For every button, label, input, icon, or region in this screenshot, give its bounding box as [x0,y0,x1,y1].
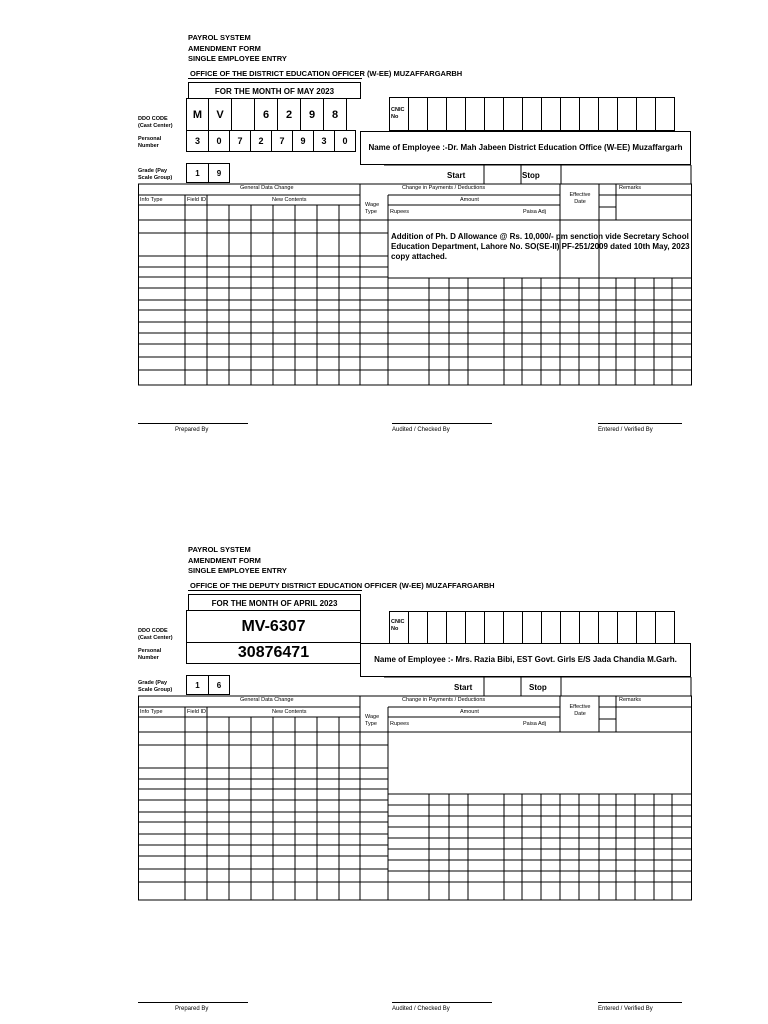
verified-by-line [598,1002,682,1003]
grade-digit[interactable]: 1 [186,675,209,695]
grade-digit[interactable]: 6 [208,675,230,695]
ddo-char[interactable]: 9 [300,98,324,131]
verified-by-label: Entered / Verified By [598,1006,653,1012]
cnic-cell[interactable] [617,97,637,131]
audited-by-label: Audited / Checked By [392,1006,450,1012]
amount-header: Amount [460,709,479,715]
cnic-cell[interactable] [655,611,675,644]
cnic-cell[interactable] [408,97,428,131]
personal-digit[interactable]: 0 [208,130,230,152]
ddo-char[interactable] [231,98,255,131]
wage-type-header: Wage Type [365,202,380,215]
prepared-by-line [138,423,248,424]
cnic-cell[interactable] [389,611,409,644]
field-id-header: Field ID [187,197,206,203]
ddo-char[interactable]: 6 [254,98,278,131]
general-data-change-header: General Data Change [240,697,294,703]
new-contents-header: New Contents [272,197,307,203]
ddo-char[interactable]: 2 [277,98,301,131]
info-type-header: Info Type [140,197,163,203]
personal-digit[interactable]: 9 [292,130,314,152]
cnic-cell[interactable] [617,611,637,644]
ddo-char[interactable]: V [208,98,232,131]
verified-by-line [598,423,682,424]
verified-by-label: Entered / Verified By [598,427,653,433]
change-payments-header: Change in Payments / Deductions [402,185,486,191]
month-title: FOR THE MONTH OF APRIL 2023 [188,594,361,611]
cnic-cell[interactable] [446,97,466,131]
cnic-cell[interactable] [427,611,447,644]
cnic-cells[interactable] [389,611,675,644]
prepared-by-line [138,1002,248,1003]
cnic-cell[interactable] [427,97,447,131]
amendment-form-may [0,0,768,500]
rupees-header: Rupees [390,721,409,727]
personal-number-cells[interactable] [186,130,356,152]
ddo-code-label: DDO CODE (Cast Center) [138,116,173,129]
paisa-adj-header: Paisa Adj [523,721,546,727]
general-data-change-header: General Data Change [240,185,294,191]
cnic-cell[interactable] [560,97,580,131]
grade-label: Grade (Pay Scale Group) [138,168,173,181]
ddo-char[interactable]: 8 [323,98,347,131]
entry-grid-lines [138,164,693,394]
cnic-cell[interactable] [446,611,466,644]
cnic-cell[interactable] [579,97,599,131]
start-label: Start [447,171,466,180]
cnic-cell[interactable] [484,611,504,644]
cnic-cell[interactable] [560,611,580,644]
audited-by-line [392,1002,492,1003]
rupees-header: Rupees [390,209,409,215]
audited-by-line [392,423,492,424]
cnic-label: CNIC No [391,619,405,632]
cnic-cell[interactable] [408,611,428,644]
grade-digit[interactable]: 1 [186,163,209,183]
month-title: FOR THE MONTH OF MAY 2023 [188,82,361,99]
grade-label: Grade (Pay Scale Group) [138,680,173,693]
cnic-cell[interactable] [541,611,561,644]
cnic-cell[interactable] [655,97,675,131]
field-id-header: Field ID [187,709,206,715]
personal-digit[interactable]: 0 [334,130,356,152]
cnic-cell[interactable] [484,97,504,131]
cnic-cell[interactable] [503,611,523,644]
entry-grid-lines [138,676,693,906]
personal-number-value[interactable]: 30876471 [186,642,361,664]
personal-digit[interactable]: 7 [229,130,251,152]
info-type-header: Info Type [140,709,163,715]
audited-by-label: Audited / Checked By [392,427,450,433]
ddo-char[interactable]: M [186,98,209,131]
cnic-label: CNIC No [391,107,405,120]
cnic-cell[interactable] [636,97,656,131]
header-title: PAYROL SYSTEM AMENDMENT FORM SINGLE EMPLOYEE ENTRY [188,33,287,63]
start-label: Start [454,683,473,692]
cnic-cell[interactable] [541,97,561,131]
stop-label: Stop [529,683,547,692]
ddo-code-cells[interactable] [186,98,347,131]
cnic-cell[interactable] [522,611,542,644]
stop-label: Stop [522,171,540,180]
amendment-form-april [0,512,768,1012]
header-title: PAYROL SYSTEM AMENDMENT FORM SINGLE EMPLOYEE ENTRY [188,545,287,575]
cnic-cell[interactable] [503,97,523,131]
paisa-adj-header: Paisa Adj [523,209,546,215]
personal-digit[interactable]: 2 [250,130,272,152]
cnic-cell[interactable] [389,97,409,131]
amendment-description: Addition of Ph. D Allowance @ Rs. 10,000/- pm senction vide Secretary School Education Department, Lahore No. SO(SE-II) PF-251/2009 dated 10th May, 2023 copy attached. [391,232,690,261]
employee-name: Name of Employee :-Dr. Mah Jabeen District Education Office (W-EE) Muzaffargarh [360,131,691,165]
personal-digit[interactable]: 7 [271,130,293,152]
effective-date-header: Effective Date [569,192,591,205]
cnic-cell[interactable] [579,611,599,644]
cnic-cell[interactable] [636,611,656,644]
amount-header: Amount [460,197,479,203]
effective-date-header: Effective Date [569,704,591,717]
entry-grid[interactable] [138,164,693,394]
personal-digit[interactable]: 3 [313,130,335,152]
change-payments-header: Change in Payments / Deductions [402,697,486,703]
cnic-cells[interactable] [389,97,675,131]
office-title: OFFICE OF THE DISTRICT EDUCATION OFFICER (W-EE) MUZAFFARGARBH [190,69,463,78]
remarks-header: Remarks [619,697,642,703]
personal-number-label: Personal Number [138,136,162,149]
personal-number-label: Personal Number [138,648,162,661]
remarks-header: Remarks [619,185,642,191]
employee-name: Name of Employee :- Mrs. Razia Bibi, EST Govt. Girls E/S Jada Chandia M.Garh. [360,643,691,677]
cnic-cell[interactable] [598,97,618,131]
cnic-cell[interactable] [598,611,618,644]
ddo-code-value[interactable]: MV-6307 [186,610,361,643]
personal-digit[interactable]: 3 [186,130,209,152]
office-title: OFFICE OF THE DEPUTY DISTRICT EDUCATION OFFICER (W-EE) MUZAFFARGARBH [190,581,495,590]
entry-grid[interactable] [138,676,693,906]
new-contents-header: New Contents [272,709,307,715]
cnic-cell[interactable] [465,611,485,644]
grade-digit[interactable]: 9 [208,163,230,183]
ddo-code-label: DDO CODE (Cast Center) [138,628,173,641]
prepared-by-label: Prepared By [175,427,209,433]
prepared-by-label: Prepared By [175,1006,209,1012]
cnic-cell[interactable] [465,97,485,131]
cnic-cell[interactable] [522,97,542,131]
wage-type-header: Wage Type [365,714,380,727]
